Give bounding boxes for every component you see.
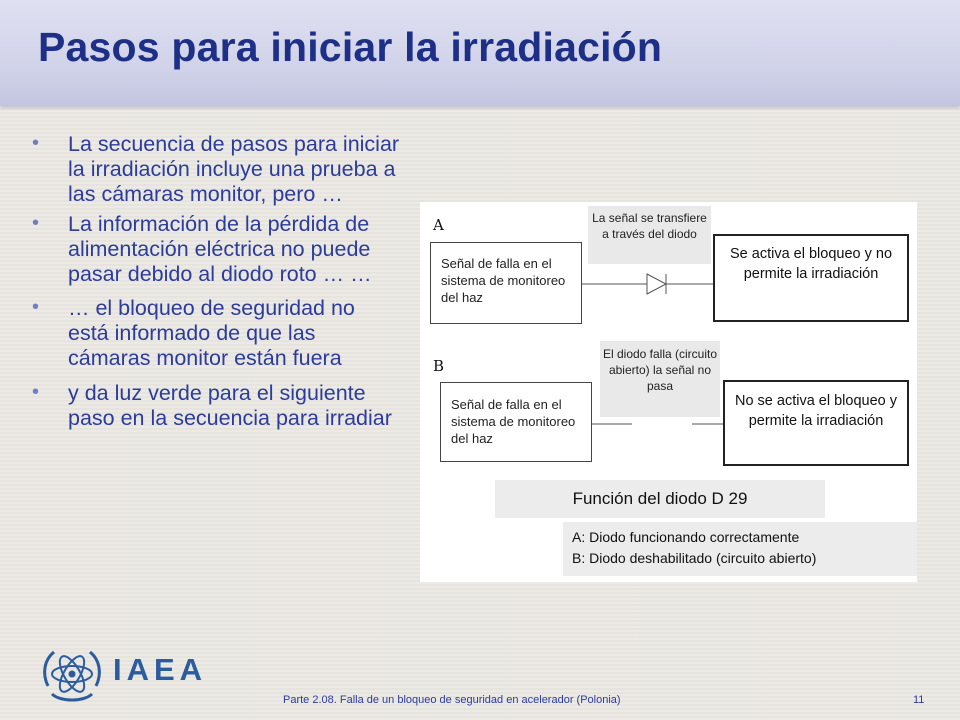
b-output-text: No se activa el bloqueo y permite la irradiación	[734, 393, 897, 429]
a-output-box	[713, 234, 909, 322]
diode-a-icon	[647, 274, 666, 294]
legend-line-a: A: Diodo funcionando correctamente	[572, 529, 800, 545]
diagram-caption: Función del diodo D 29	[495, 480, 825, 518]
diagram-legend	[563, 522, 917, 576]
b-output-box	[723, 380, 909, 466]
bullet-item	[30, 132, 400, 207]
page-number: 11	[913, 694, 925, 706]
bullet-text: La información de la pérdida de alimentación eléctrica no puede pasar debido al diodo roto … …	[68, 212, 372, 286]
label-b: B	[433, 357, 445, 375]
bullet-text: y da luz verde para el siguiente paso en la secuencia para irradiar	[68, 381, 392, 430]
bullet-text: … el bloqueo de seguridad no está informado de que las cámaras monitor están fuera	[68, 296, 355, 370]
bullet-item	[30, 296, 400, 371]
bullet-dot-icon: •	[32, 296, 40, 318]
bullet-text: La secuencia de pasos para iniciar la irradiación incluye una prueba a las cámaras monitor, pero …	[68, 132, 400, 206]
legend-line-b: B: Diodo deshabilitado (circuito abierto)	[572, 550, 817, 566]
diode-diagram	[420, 202, 917, 582]
slide-title: Pasos para iniciar la irradiación	[38, 24, 663, 70]
a-input-text: Señal de falla en el sistema de monitoreo del haz	[441, 256, 566, 305]
b-input-text: Señal de falla en el sistema de monitoreo del haz	[451, 397, 576, 446]
footer-text: Parte 2.08. Falla de un bloqueo de seguridad en acelerador (Polonia)	[283, 694, 621, 706]
bullet-item	[30, 212, 400, 287]
a-diode-note: La señal se transfiere a través del diodo	[588, 206, 711, 264]
label-a: A	[433, 216, 444, 234]
bullet-dot-icon: •	[32, 132, 40, 154]
bullet-list	[30, 132, 400, 436]
b-input-box	[440, 382, 592, 462]
bullet-dot-icon: •	[32, 212, 40, 234]
title-banner	[0, 0, 960, 106]
bullet-item	[30, 381, 400, 431]
iaea-logo-text: IAEA	[113, 652, 208, 687]
bullet-dot-icon: •	[32, 381, 40, 403]
a-input-box	[430, 242, 582, 324]
b-diode-note: El diodo falla (circuito abierto) la señal no pasa	[600, 341, 720, 417]
iaea-emblem-icon	[38, 640, 106, 708]
a-output-text: Se activa el bloqueo y no permite la irradiación	[729, 246, 893, 282]
